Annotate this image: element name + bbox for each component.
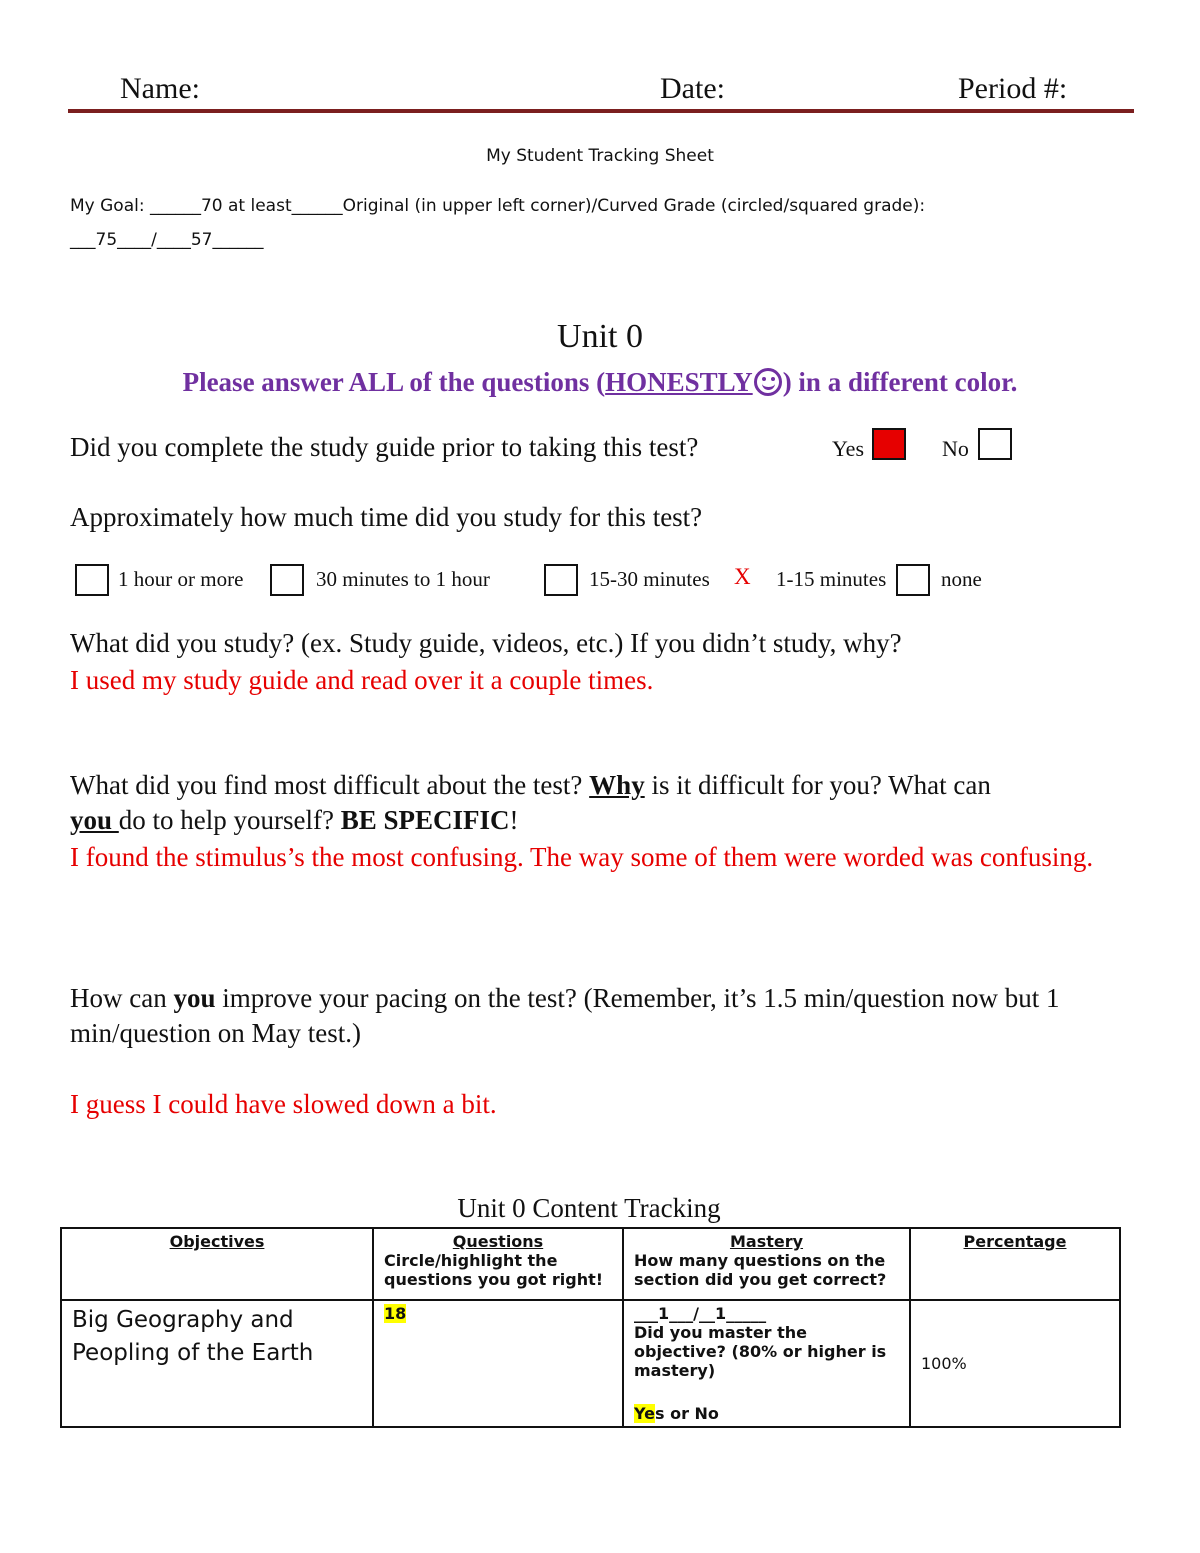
header-objectives bbox=[61, 1228, 373, 1300]
q2-option-5-label: none bbox=[941, 567, 982, 591]
q3-answer: I used my study guide and read over it a couple times. bbox=[70, 665, 654, 695]
q2-option-1-checkbox[interactable] bbox=[75, 564, 109, 596]
percentage-value: 100% bbox=[921, 1354, 967, 1373]
q2-option-2-label: 30 minutes to 1 hour bbox=[316, 567, 490, 591]
instruction-emphasis-text: HONESTLY bbox=[605, 367, 753, 397]
unit-title: Unit 0 bbox=[557, 318, 643, 355]
header-percentage-label: Percentage bbox=[963, 1232, 1067, 1251]
table-row bbox=[61, 1300, 1120, 1427]
q2-option-3-label: 15-30 minutes bbox=[589, 567, 710, 591]
q4-text-3: do to help yourself? bbox=[118, 805, 341, 835]
goal-line-1: My Goal: ______70 at least______Original (in upper left corner)/Curved Grade (circled/squared grade): bbox=[70, 196, 926, 216]
header-questions-sub: Circle/highlight the questions you got right! bbox=[384, 1251, 604, 1289]
q4-line-2 bbox=[70, 805, 519, 836]
cell-questions bbox=[373, 1300, 623, 1427]
q5-answer: I guess I could have slowed down a bit. bbox=[70, 1089, 497, 1119]
q2-option-1-label: 1 hour or more bbox=[118, 567, 244, 591]
content-tracking-table bbox=[60, 1227, 1121, 1428]
q4-text-2: is it difficult for you? What can bbox=[644, 770, 991, 800]
q1-yes-checkbox[interactable] bbox=[872, 428, 906, 460]
instruction-after: ) in a different color. bbox=[782, 367, 1018, 397]
name-label: Name: bbox=[120, 72, 200, 105]
q3-text: What did you study? (ex. Study guide, videos, etc.) If you didn’t study, why? bbox=[70, 628, 902, 658]
q1-yes-label: Yes bbox=[832, 436, 865, 461]
q1-no-label: No bbox=[942, 436, 969, 461]
header-mastery-sub: How many questions on the section did you get correct? bbox=[634, 1251, 887, 1289]
q4-line-1 bbox=[70, 770, 991, 801]
q4-text-1: What did you find most difficult about the test? bbox=[70, 770, 590, 800]
q2-option-3-checkbox[interactable] bbox=[544, 564, 578, 596]
instruction-emphasis bbox=[605, 367, 783, 397]
mastery-or-no: or No bbox=[664, 1404, 719, 1423]
q4-you: you bbox=[70, 805, 119, 835]
q4-specific: BE SPECIFIC bbox=[340, 805, 510, 835]
q4-answer: I found the stimulus’s the most confusing. The way some of them were worded was confusing. bbox=[70, 842, 1094, 872]
objective-name: Big Geography and Peopling of the Earth bbox=[72, 1307, 314, 1366]
date-label: Date: bbox=[660, 72, 725, 105]
header-divider bbox=[68, 109, 1134, 113]
header-percentage bbox=[910, 1228, 1120, 1300]
goal-line-2: ___75____/____57______ bbox=[70, 230, 264, 250]
mastery-fraction: ___1___/__1_____ bbox=[634, 1304, 767, 1323]
q5-text bbox=[70, 981, 1135, 1051]
header-objectives-label: Objectives bbox=[169, 1232, 265, 1251]
period-label: Period #: bbox=[958, 72, 1068, 105]
mastery-prompt: Did you master the objective? (80% or higher is mastery) bbox=[634, 1323, 887, 1380]
q4-text-4: ! bbox=[509, 805, 519, 835]
q5-text-1: How can bbox=[70, 983, 174, 1013]
mastery-yes-no bbox=[634, 1404, 899, 1423]
q2-text: Approximately how much time did you study for this test? bbox=[70, 502, 703, 532]
instruction-before: Please answer ALL of the questions ( bbox=[182, 367, 606, 397]
header-mastery bbox=[623, 1228, 910, 1300]
question-number-highlighted[interactable]: 18 bbox=[384, 1304, 407, 1323]
q5-text-2: improve your pacing on the test? (Remember, it’s 1.5 min/question now but 1 min/question on May test.) bbox=[70, 983, 1060, 1048]
content-tracking-title: Unit 0 Content Tracking bbox=[457, 1193, 721, 1223]
instruction-line bbox=[0, 367, 1200, 398]
table-header-row bbox=[61, 1228, 1120, 1300]
mastery-yes-highlight[interactable]: Ye bbox=[634, 1404, 655, 1423]
header-questions bbox=[373, 1228, 623, 1300]
q5-you: you bbox=[173, 983, 216, 1013]
mastery-yes-rest: s bbox=[654, 1404, 665, 1423]
q2-option-2-checkbox[interactable] bbox=[270, 564, 304, 596]
cell-objective bbox=[61, 1300, 373, 1427]
sheet-title: My Student Tracking Sheet bbox=[486, 146, 714, 166]
q4-why: Why bbox=[589, 770, 645, 800]
q2-option-5-checkbox[interactable] bbox=[896, 564, 930, 596]
cell-percentage bbox=[910, 1300, 1120, 1427]
smiley-icon bbox=[754, 368, 782, 396]
q2-selected-mark: X bbox=[734, 564, 751, 589]
q1-text: Did you complete the study guide prior to taking this test? bbox=[70, 432, 699, 462]
header-mastery-label: Mastery bbox=[729, 1232, 804, 1251]
cell-mastery bbox=[623, 1300, 910, 1427]
q2-option-4-label: 1-15 minutes bbox=[776, 567, 887, 591]
header-questions-label: Questions bbox=[452, 1232, 544, 1251]
q1-no-checkbox[interactable] bbox=[978, 428, 1012, 460]
